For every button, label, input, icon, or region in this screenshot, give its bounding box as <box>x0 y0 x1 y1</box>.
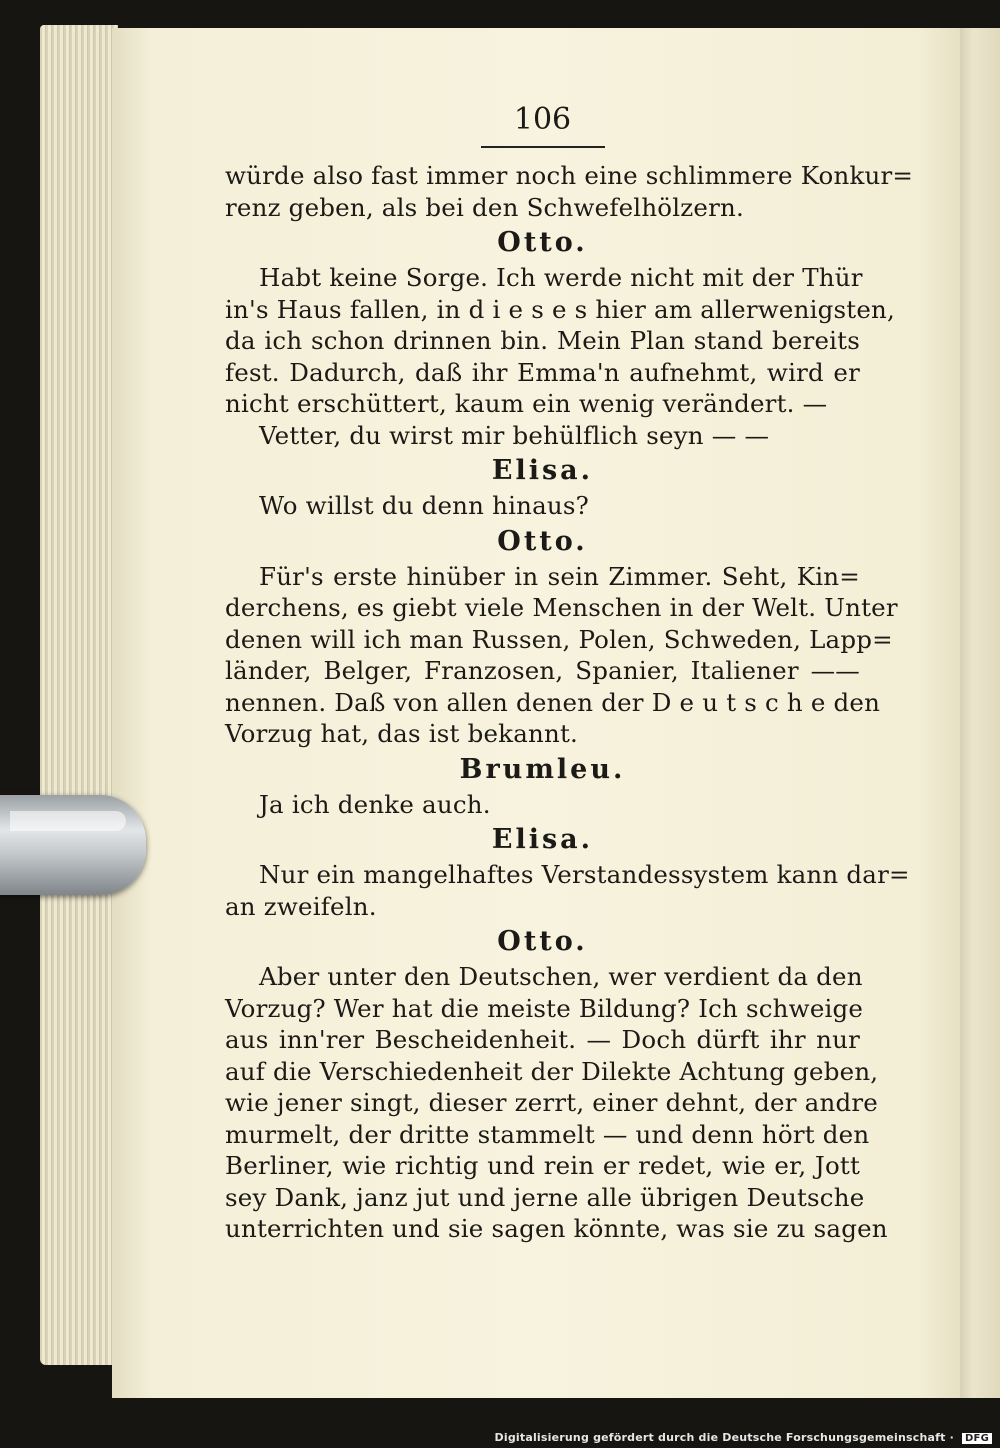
text-body <box>225 160 914 1245</box>
text-line: Habt keine Sorge. Ich werde nicht mit der Thür <box>259 263 863 292</box>
speaker-name: Otto. <box>497 227 588 258</box>
clamp-highlight <box>10 811 126 831</box>
text-line: sey Dank, janz jut und jerne alle übrigen Deutsche <box>225 1182 865 1212</box>
facing-page-edge <box>955 28 1000 1398</box>
text-line: renz geben, als bei den Schwefelhölzern. <box>225 192 744 222</box>
text-line: Aber unter den Deutschen, wer verdient da den <box>259 962 863 991</box>
book-clamp <box>0 795 146 895</box>
header-rule <box>481 146 605 148</box>
text-line: Wo willst du denn hinaus? <box>259 491 590 520</box>
speaker-name: Brumleu. <box>459 753 626 785</box>
text-line: denen will ich man Russen, Polen, Schweden, Lapp= <box>225 624 893 654</box>
page-number: 106 <box>513 102 572 137</box>
page-edges <box>40 25 118 1365</box>
digitization-footer: Digitalisierung gefördert durch die Deutsche Forschungsgemeinschaft · DFG <box>495 1431 992 1444</box>
text-line: Nur ein mangelhaftes Verstandessystem kann dar= <box>259 860 910 889</box>
text-line: Ja ich denke auch. <box>259 789 491 819</box>
footer-text: Digitalisierung gefördert durch die Deutsche Forschungsgemeinschaft <box>494 1431 946 1444</box>
text-line: da ich schon drinnen bin. Mein Plan stand bereits <box>225 326 860 355</box>
speaker-name: Elisa. <box>491 455 594 486</box>
page-content <box>225 100 914 1245</box>
text-line: auf die Verschiedenheit der Dilekte Achtung geben, <box>225 1056 879 1086</box>
text-line: wie jener singt, dieser zerrt, einer dehnt, der andre <box>225 1088 878 1117</box>
text-line: Vorzug? Wer hat die meiste Bildung? Ich schweige <box>225 993 864 1023</box>
text-line: würde also fast immer noch eine schlimmere Konkur= <box>225 161 914 190</box>
text-line: murmelt, der dritte stammelt — und denn hört den <box>225 1119 870 1149</box>
text-line: nennen. Daß von allen denen der D e u t s c h e den <box>225 687 881 717</box>
speaker-name: Elisa. <box>491 824 594 855</box>
text-line: derchens, es giebt viele Menschen in der Welt. Unter <box>225 593 898 622</box>
text-line: Für's erste hinüber in sein Zimmer. Seht, Kin= <box>259 561 860 591</box>
text-line: aus inn'rer Bescheidenheit. — Doch dürft ihr nur <box>225 1025 860 1054</box>
speaker-name: Otto. <box>497 926 588 957</box>
text-line: Berliner, wie richtig und rein er redet, wie er, Jott <box>225 1151 860 1180</box>
text-line: in's Haus fallen, in d i e s e s hier am allerwenigsten, <box>225 294 895 324</box>
speaker-name: Otto. <box>497 525 588 557</box>
text-line: nicht erschüttert, kaum ein wenig verändert. — <box>225 389 828 418</box>
text-line: Vetter, du wirst mir behülflich seyn — — <box>259 420 770 450</box>
text-line: an zweifeln. <box>225 891 377 921</box>
text-line: fest. Dadurch, daß ihr Emma'n aufnehmt, wird er <box>225 357 860 387</box>
text-line: länder, Belger, Franzosen, Spanier, Italiener —— <box>225 656 860 685</box>
dfg-logo: DFG <box>962 1433 992 1444</box>
text-line: unterrichten und sie sagen könnte, was sie zu sagen <box>225 1214 888 1243</box>
text-line: Vorzug hat, das ist bekannt. <box>225 719 578 748</box>
